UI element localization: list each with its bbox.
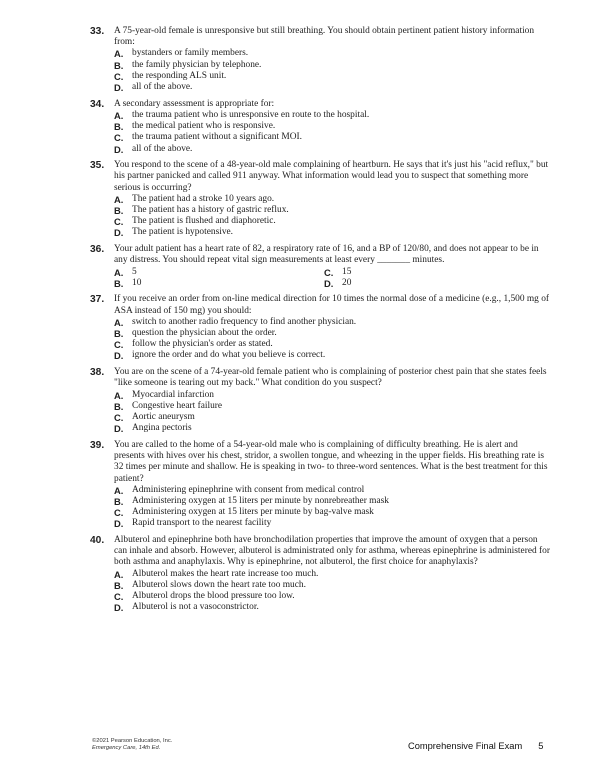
- option-letter: B.: [114, 328, 124, 340]
- answer-option-d: [114, 423, 550, 434]
- option-text: the responding ALS unit.: [132, 70, 227, 81]
- option-letter: C.: [114, 412, 124, 423]
- option-letter: C.: [114, 216, 124, 228]
- question-text: A secondary assessment is appropriate for:: [114, 98, 275, 109]
- question-number: 34.: [90, 98, 105, 110]
- question-number: 40.: [90, 535, 105, 547]
- option-text: the trauma patient who is unresponsive en route to the hospital.: [132, 109, 370, 120]
- option-text: Albuterol is not a vasoconstrictor.: [132, 602, 259, 613]
- option-letter: D.: [114, 82, 124, 94]
- option-letter: A.: [114, 389, 124, 401]
- question-number: 39.: [90, 439, 105, 451]
- question-number: 35.: [90, 160, 105, 172]
- option-letter: A.: [114, 109, 124, 121]
- option-text: question the physician about the order.: [132, 328, 277, 339]
- option-letter: C.: [114, 507, 124, 519]
- option-text: the medical patient who is responsive.: [132, 121, 276, 132]
- answer-option-a: [114, 390, 550, 401]
- option-text: Administering epinephrine with consent from medical control: [132, 484, 365, 495]
- option-letter: B.: [114, 205, 124, 217]
- question-text: You are on the scene of a 74-year-old female patient who is complaining of posterior chest pain that she states feels "like someone is tearing out my back." What condition do you suspect?: [114, 367, 547, 389]
- answer-option-d: [324, 278, 474, 289]
- option-letter: A.: [114, 266, 124, 278]
- option-letter: D.: [114, 350, 124, 362]
- option-text: ignore the order and do what you believe is correct.: [132, 350, 326, 361]
- exam-title: Comprehensive Final Exam: [408, 741, 523, 751]
- option-text: 5: [132, 266, 137, 277]
- option-letter: A.: [114, 193, 124, 205]
- option-text: all of the above.: [132, 82, 193, 93]
- answer-option-a: [114, 317, 550, 328]
- option-letter: D.: [324, 277, 334, 289]
- option-text: the trauma patient without a significant MOI.: [132, 132, 303, 143]
- question-text: A 75-year-old female is unresponsive but still breathing. You should obtain pertinent patient history information from:: [114, 26, 535, 48]
- footer-exam-block: [408, 741, 543, 751]
- answer-option-c: [114, 339, 550, 350]
- option-letter: A.: [114, 316, 124, 328]
- answer-option-c: [114, 132, 550, 143]
- option-text: 15: [342, 266, 352, 277]
- question-number: 38.: [90, 367, 105, 379]
- answer-option-a: [114, 485, 550, 496]
- question-38: [90, 367, 550, 434]
- option-letter: C.: [114, 132, 124, 144]
- answer-option-c: [324, 267, 474, 278]
- question-34: [90, 99, 550, 155]
- answer-option-c: [114, 412, 550, 423]
- answer-option-a: [114, 267, 324, 278]
- question-text: Albuterol and epinephrine both have bronchodilation properties that improve the amount of oxygen that a person can inhale and absorb. However, albuterol is administrated only for asthma, whereas epinephrine is administered for both asthma and anaphylaxis. Why is epinephrine, not albuterol, the first choice for anaphylaxis?: [114, 535, 550, 568]
- option-letter: B.: [114, 121, 124, 133]
- answer-option-b: [114, 205, 550, 216]
- answer-option-a: [114, 194, 550, 205]
- option-letter: A.: [114, 484, 124, 496]
- option-letter: A.: [114, 48, 124, 60]
- option-text: Albuterol slows down the heart rate too much.: [132, 579, 306, 590]
- question-number: 33.: [90, 26, 105, 37]
- answer-option-d: [114, 518, 550, 529]
- option-text: follow the physician's order as stated.: [132, 339, 273, 350]
- question-35: [90, 160, 550, 238]
- option-text: Albuterol makes the heart rate increase too much.: [132, 568, 319, 579]
- question-text: You are called to the home of a 54-year-old male who is complaining of difficulty breathing. He is alert and presents with hives over his chest, stridor, a swollen tongue, and wheezing in the upper fields. His breathing rate is 32 times per minute and shallow. He is speaking in two- to three-word sentences. What is the best treatment for this patient?: [114, 439, 548, 484]
- option-text: Albuterol drops the blood pressure too low.: [132, 591, 295, 602]
- option-text: Aortic aneurysm: [132, 412, 195, 422]
- book-title: Emergency Care, 14th Ed.: [92, 745, 161, 751]
- answer-option-d: [114, 602, 550, 613]
- option-letter: A.: [114, 568, 124, 580]
- answer-option-d: [114, 82, 550, 93]
- option-text: The patient has a history of gastric reflux.: [132, 205, 289, 216]
- option-letter: D.: [114, 143, 124, 155]
- option-text: Angina pectoris: [132, 423, 192, 434]
- option-text: 10: [132, 277, 142, 288]
- page-number: 5: [538, 741, 544, 751]
- option-text: Administering oxygen at 15 liters per minute by bag-valve mask: [132, 507, 374, 518]
- answer-option-b: [114, 328, 550, 339]
- question-text: If you receive an order from on-line medical direction for 10 times the normal dose of a medicine (e.g., 1,500 mg of ASA instead of 150 mg) you should:: [114, 294, 550, 316]
- answer-option-b: [114, 580, 550, 591]
- option-letter: C.: [114, 339, 124, 351]
- option-text: the family physician by telephone.: [132, 59, 262, 70]
- answer-option-a: [114, 48, 550, 59]
- copyright-notice: ©2021 Pearson Education, Inc.: [92, 738, 173, 744]
- answer-option-b: [114, 496, 550, 507]
- answer-option-d: [114, 227, 550, 238]
- option-text: Congestive heart failure: [132, 400, 223, 411]
- question-40: [90, 535, 550, 613]
- option-text: all of the above.: [132, 143, 193, 154]
- option-letter: B.: [114, 579, 124, 591]
- answer-option-a: [114, 110, 550, 121]
- question-36: [90, 244, 550, 289]
- answer-option-c: [114, 591, 550, 602]
- question-list: [90, 26, 550, 619]
- answer-option-b: [114, 60, 550, 71]
- answer-option-b: [114, 401, 550, 412]
- option-letter: B.: [114, 495, 124, 507]
- option-text: bystanders or family members.: [132, 48, 249, 59]
- option-letter: D.: [114, 423, 124, 435]
- option-text: The patient is flushed and diaphoretic.: [132, 216, 276, 227]
- option-text: Rapid transport to the nearest facility: [132, 518, 272, 529]
- answer-option-a: [114, 569, 550, 580]
- answer-option-b: [114, 121, 550, 132]
- option-letter: C.: [324, 266, 334, 278]
- footer-copyright-block: [92, 738, 172, 752]
- question-text: Your adult patient has a heart rate of 82, a respiratory rate of 16, and a BP of 120/80, and does not appear to be in any distress. You should repeat vital sign measurements at least every _______ minutes.: [114, 244, 539, 266]
- option-letter: D.: [114, 227, 124, 239]
- question-number: 36.: [90, 244, 105, 256]
- option-text: Myocardial infarction: [132, 389, 214, 400]
- option-text: 20: [342, 277, 352, 288]
- option-letter: B.: [114, 59, 124, 71]
- answer-option-d: [114, 144, 550, 155]
- question-33: [90, 26, 550, 93]
- option-letter: C.: [114, 591, 124, 603]
- option-letter: D.: [114, 602, 124, 614]
- option-letter: C.: [114, 70, 124, 82]
- answer-option-c: [114, 507, 550, 518]
- option-text: The patient is hypotensive.: [132, 227, 234, 238]
- question-text: You respond to the scene of a 48-year-old male complaining of heartburn. He says that it's just his "acid reflux," but his partner panicked and called 911 anyway. What information would lead you to suspect that something more serious is occurring?: [114, 160, 549, 193]
- answer-option-c: [114, 71, 550, 82]
- option-letter: D.: [114, 518, 124, 530]
- option-text: The patient had a stroke 10 years ago.: [132, 193, 275, 204]
- option-letter: B.: [114, 277, 124, 289]
- option-letter: B.: [114, 400, 124, 412]
- answer-options-grid: [114, 267, 550, 289]
- question-39: [90, 440, 550, 530]
- option-text: switch to another radio frequency to find another physician.: [132, 316, 357, 327]
- answer-option-b: [114, 278, 324, 289]
- option-text: Administering oxygen at 15 liters per minute by nonrebreather mask: [132, 495, 389, 506]
- question-number: 37.: [90, 294, 105, 306]
- answer-option-c: [114, 216, 550, 227]
- question-37: [90, 294, 550, 361]
- answer-option-d: [114, 350, 550, 361]
